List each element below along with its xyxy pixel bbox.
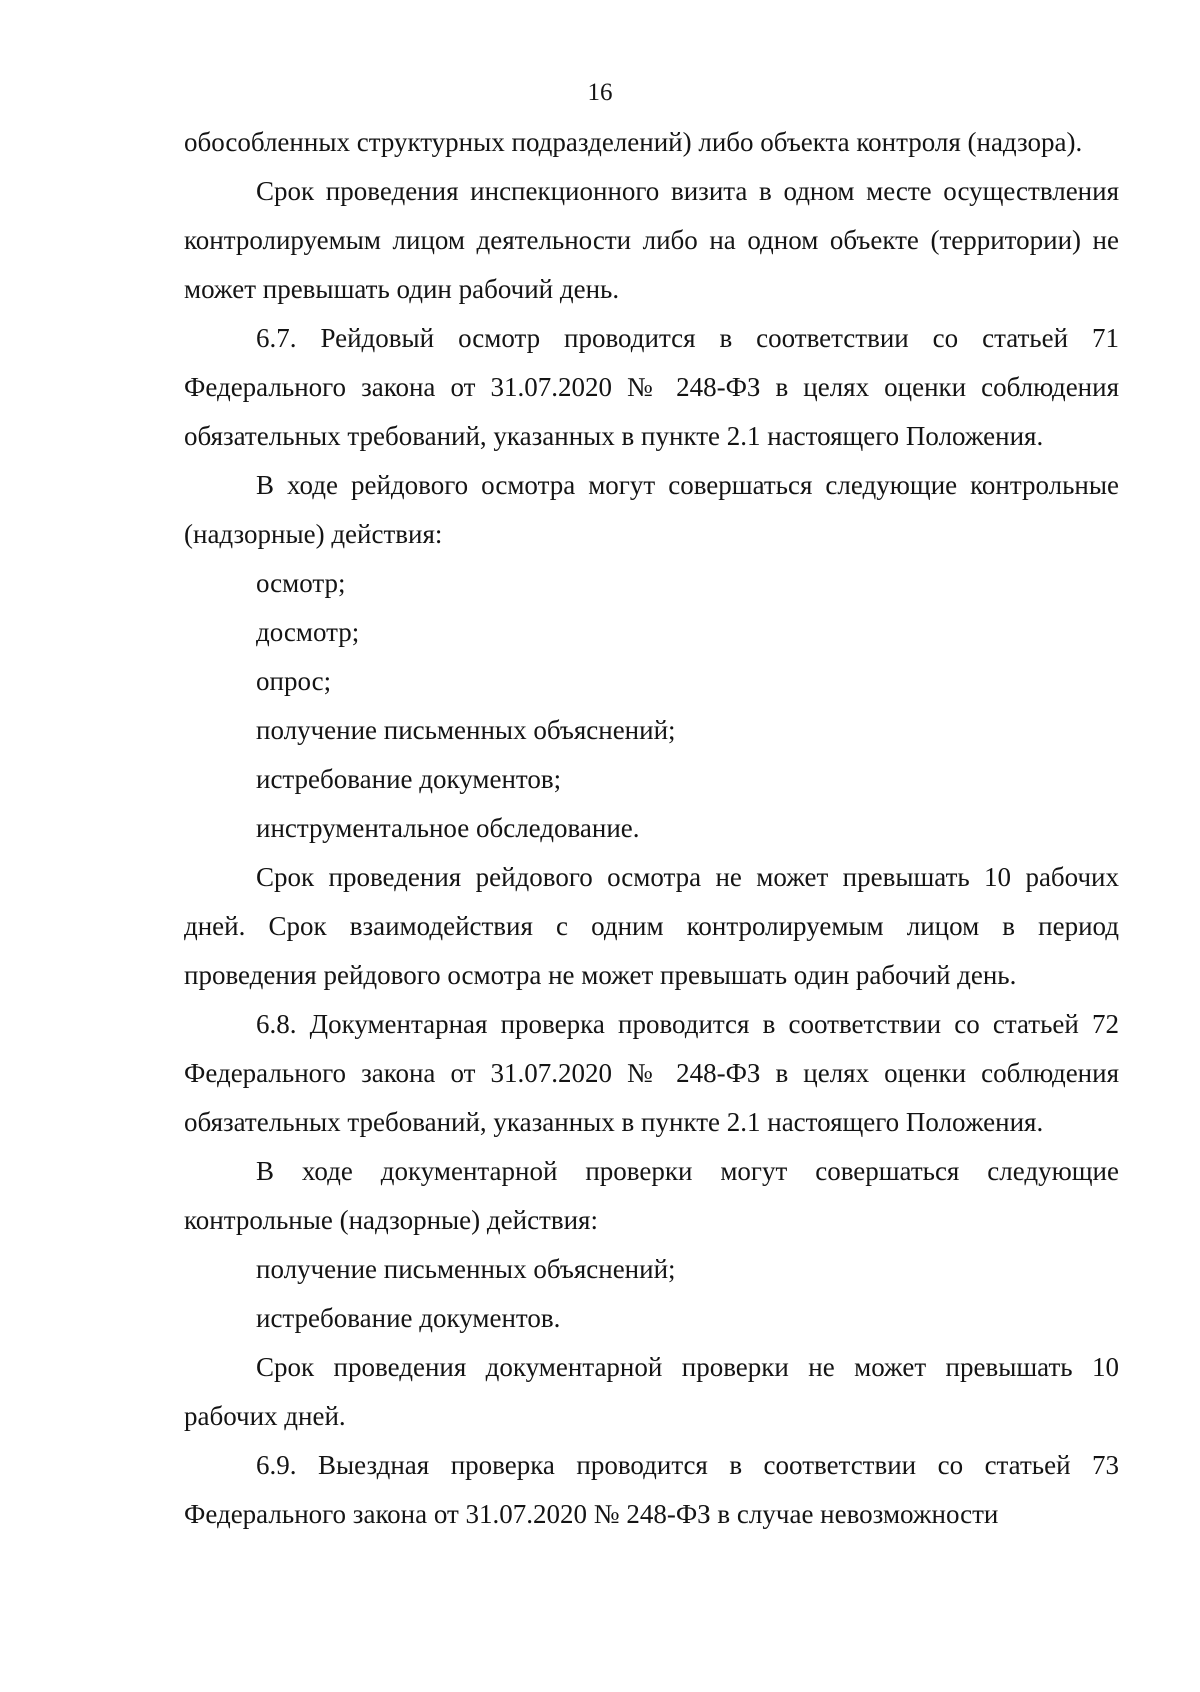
paragraph-documentary-actions-intro: В ходе документарной проверки могут совершаться следующие контрольные (надзорные) действия:	[184, 1156, 1119, 1235]
paragraph-6-8: 6.8. Документарная проверка проводится в соответствии со статьей 72 Федерального закона от 31.07.2020 № 248-ФЗ в целях оценки соблюдения обязательных требований, указанных в пункте 2.1 настоящего Положения.	[184, 1009, 1119, 1137]
list-item: получение письменных объяснений;	[256, 715, 676, 745]
list-item: инструментальное обследование.	[256, 813, 640, 843]
paragraph-continuation: обособленных структурных подразделений) либо объекта контроля (надзора).	[184, 127, 1083, 157]
list-item: истребование документов.	[256, 1303, 561, 1333]
paragraph-6-9: 6.9. Выездная проверка проводится в соответствии со статьей 73 Федерального закона от 31.07.2020 № 248-ФЗ в случае невозможности	[184, 1450, 1119, 1529]
list-item: истребование документов;	[256, 764, 562, 794]
page-number: 16	[587, 79, 613, 106]
paragraph-raid-term: Срок проведения рейдового осмотра не может превышать 10 рабочих дней. Срок взаимодействия с одним контролируемым лицом в период проведения рейдового осмотра не может превышать один рабочий день.	[184, 862, 1119, 990]
list-item: осмотр;	[256, 568, 346, 598]
document-body	[184, 118, 1119, 1539]
list-item: получение письменных объяснений;	[256, 1254, 676, 1284]
list-item: досмотр;	[256, 617, 360, 647]
list-item: опрос;	[256, 666, 332, 696]
paragraph-inspection-visit-term: Срок проведения инспекционного визита в одном месте осуществления контролируемым лицом деятельности либо на одном объекте (территории) не может превышать один рабочий день.	[184, 176, 1119, 304]
paragraph-raid-actions-intro: В ходе рейдового осмотра могут совершаться следующие контрольные (надзорные) действия:	[184, 470, 1119, 549]
paragraph-6-7: 6.7. Рейдовый осмотр проводится в соответствии со статьей 71 Федерального закона от 31.07.2020 № 248-ФЗ в целях оценки соблюдения обязательных требований, указанных в пункте 2.1 настоящего Положения.	[184, 323, 1119, 451]
paragraph-documentary-term: Срок проведения документарной проверки не может превышать 10 рабочих дней.	[184, 1352, 1119, 1431]
